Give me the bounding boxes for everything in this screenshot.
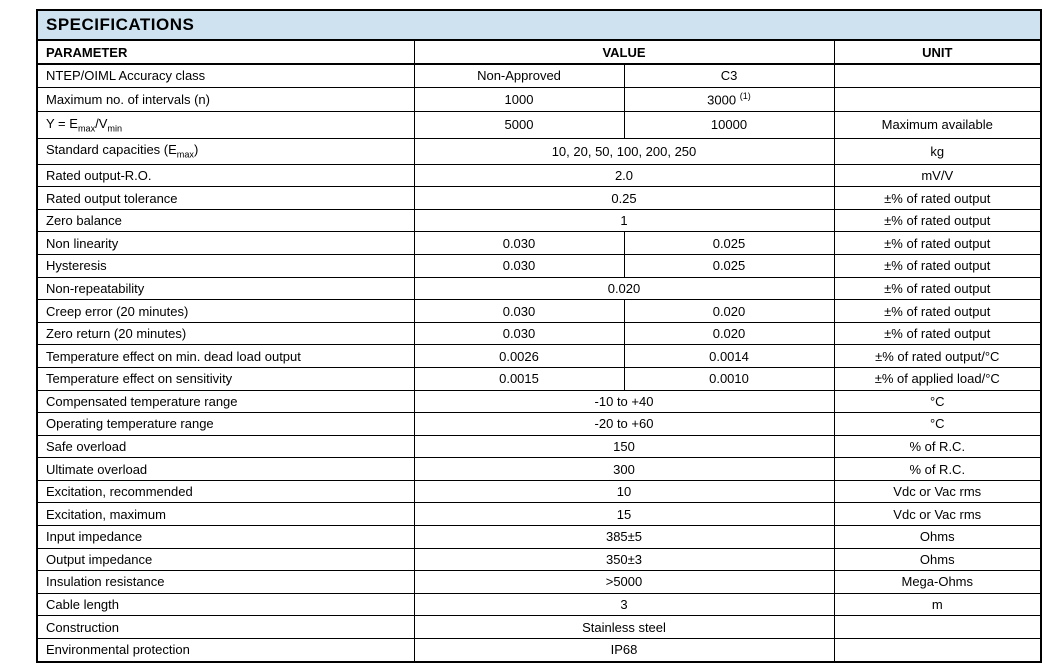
parameter-cell: NTEP/OIML Accuracy class [37,64,414,87]
table-row [37,367,1041,390]
table-row [37,435,1041,458]
unit-cell: % of R.C. [834,435,1041,458]
parameter-cell: Environmental protection [37,638,414,662]
value-cell: 0.020 [414,277,834,300]
unit-cell: ±% of rated output [834,322,1041,345]
unit-cell: mV/V [834,164,1041,187]
parameter-cell: Ultimate overload [37,458,414,481]
unit-cell: ±% of rated output [834,277,1041,300]
parameter-cell: Temperature effect on sensitivity [37,367,414,390]
table-row [37,638,1041,662]
table-row [37,390,1041,413]
value-cell: -20 to +60 [414,413,834,436]
table-row [37,503,1041,526]
value-cell: 3 [414,593,834,616]
unit-cell: Maximum available [834,112,1041,138]
unit-cell: ±% of applied load/°C [834,367,1041,390]
parameter-cell: Input impedance [37,526,414,549]
value-cell-2: 0.0010 [624,367,834,390]
table-row [37,232,1041,255]
parameter-cell: Compensated temperature range [37,390,414,413]
parameter-cell: Temperature effect on min. dead load output [37,345,414,368]
table-header-row [37,40,1041,64]
value-cell: 2.0 [414,164,834,187]
value-cell-1: 0.030 [414,300,624,323]
table-row [37,64,1041,87]
value-cell: 0.25 [414,187,834,210]
specifications-table [36,9,1042,663]
value-cell: 1 [414,209,834,232]
parameter-cell: Output impedance [37,548,414,571]
parameter-cell: Safe overload [37,435,414,458]
value-cell-1: 5000 [414,112,624,138]
value-cell-1: 1000 [414,87,624,111]
parameter-cell: Hysteresis [37,255,414,278]
value-cell: -10 to +40 [414,390,834,413]
table-row [37,548,1041,571]
unit-cell: Mega-Ohms [834,571,1041,594]
parameter-cell: Non linearity [37,232,414,255]
table-row [37,458,1041,481]
parameter-cell: Standard capacities $(E_{max})$ [37,138,414,164]
table-row [37,87,1041,111]
value-cell-1: 0.030 [414,232,624,255]
parameter-cell: Creep error (20 minutes) [37,300,414,323]
unit-cell: Ohms [834,526,1041,549]
unit-cell: °C [834,413,1041,436]
value-cell-2: 3000 $^{(1)}$ [624,87,834,111]
value-cell-2: 0.020 [624,322,834,345]
value-cell-1: Non-Approved [414,64,624,87]
parameter-cell: Rated output-R.O. [37,164,414,187]
subscript-text: min [107,123,123,134]
value-cell: IP68 [414,638,834,662]
table-row [37,571,1041,594]
table-row [37,209,1041,232]
parameter-cell: Construction [37,616,414,639]
value-cell: Stainless steel [414,616,834,639]
table-row [37,187,1041,210]
unit-cell: % of R.C. [834,458,1041,481]
unit-cell [834,87,1041,111]
value-cell-2: 10000 [624,112,834,138]
unit-cell: ±% of rated output [834,255,1041,278]
unit-cell [834,638,1041,662]
unit-cell: kg [834,138,1041,164]
value-cell: 150 [414,435,834,458]
value-cell-2: C3 [624,64,834,87]
unit-cell: ±% of rated output [834,209,1041,232]
value-cell-1: 0.0026 [414,345,624,368]
column-header-unit: UNIT [834,40,1041,64]
table-title: SPECIFICATIONS [37,10,1041,40]
table-title-row [37,10,1041,40]
value-cell-1: 0.0015 [414,367,624,390]
table-row [37,112,1041,138]
column-header-value: VALUE [414,40,834,64]
value-cell: 350±3 [414,548,834,571]
value-cell-2: 0.020 [624,300,834,323]
table-row [37,593,1041,616]
parameter-cell: Zero return (20 minutes) [37,322,414,345]
table-row [37,322,1041,345]
value-cell: >5000 [414,571,834,594]
table-row [37,616,1041,639]
unit-cell: ±% of rated output [834,300,1041,323]
value-cell: 10 [414,480,834,503]
parameter-cell: Excitation, maximum [37,503,414,526]
value-cell: 10, 20, 50, 100, 200, 250 [414,138,834,164]
table-row [37,345,1041,368]
superscript-text: (1) [739,91,751,102]
unit-cell [834,64,1041,87]
table-row [37,480,1041,503]
parameter-cell: Zero balance [37,209,414,232]
unit-cell: Vdc or Vac rms [834,480,1041,503]
table-row [37,277,1041,300]
value-cell-1: 0.030 [414,255,624,278]
table-row [37,413,1041,436]
parameter-cell: Non-repeatability [37,277,414,300]
value-cell-2: 0.025 [624,255,834,278]
parameter-cell: Rated output tolerance [37,187,414,210]
value-cell-2: 0.025 [624,232,834,255]
table-row [37,138,1041,164]
parameter-cell: Operating temperature range [37,413,414,436]
spec-table-body [37,10,1041,662]
parameter-cell: Excitation, recommended [37,480,414,503]
parameter-cell: $Y = E_{max}/V_{min}$ [37,112,414,138]
unit-cell: m [834,593,1041,616]
unit-cell: ±% of rated output/°C [834,345,1041,368]
unit-cell: ±% of rated output [834,232,1041,255]
parameter-cell: Cable length [37,593,414,616]
column-header-parameter: PARAMETER [37,40,414,64]
value-cell: 15 [414,503,834,526]
unit-cell: Ohms [834,548,1041,571]
unit-cell [834,616,1041,639]
value-cell: 300 [414,458,834,481]
unit-cell: °C [834,390,1041,413]
unit-cell: Vdc or Vac rms [834,503,1041,526]
subscript-text: max [176,149,194,160]
table-row [37,164,1041,187]
value-cell: 385±5 [414,526,834,549]
table-row [37,255,1041,278]
value-cell-1: 0.030 [414,322,624,345]
parameter-cell: Maximum no. of intervals (n) [37,87,414,111]
parameter-cell: Insulation resistance [37,571,414,594]
subscript-text: max [77,123,96,134]
table-row [37,526,1041,549]
table-row [37,300,1041,323]
unit-cell: ±% of rated output [834,187,1041,210]
value-cell-2: 0.0014 [624,345,834,368]
